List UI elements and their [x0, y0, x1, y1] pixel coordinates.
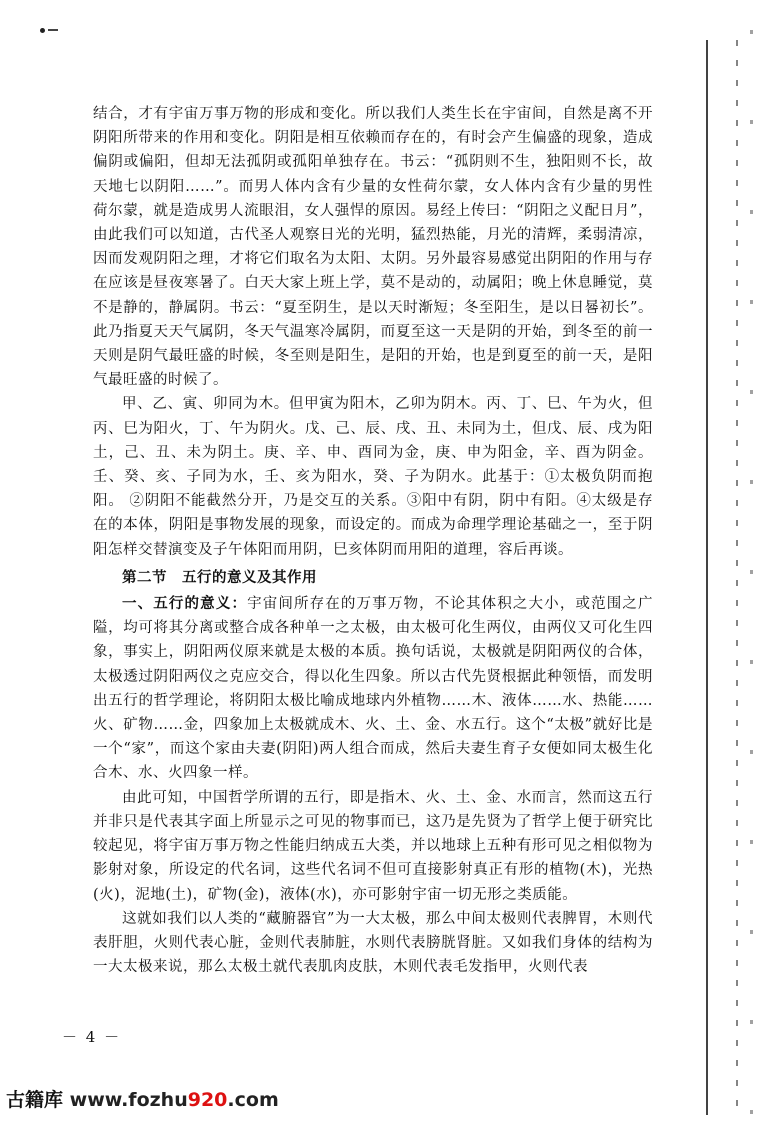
paragraph-organs-analogy: 这就如我们以人类的“藏腑器官”为一大太极，那么中间太极则代表脾胃，木则代表肝胆，火则代表心脏，金则代表肺脏，水则代表膀胱肾脏。又如我们身体的结构为一大太极来说，那么太极土就代表肌肉皮肤，木则代表毛发指甲，火则代表: [93, 910, 653, 976]
paragraph-stems-branches: 甲、乙、寅、卯同为木。但甲寅为阳木，乙卯为阴木。丙、丁、巳、午为火，但丙、巳为阳火，丁、午为阴火。戊、己、辰、戌、丑、未同为土，但戊、辰、戌为阳土，己、丑、未为阴土。庚、辛、申、酉同为金，庚、申为阳金，辛、酉为阴金。壬、癸、亥、子同为水，壬、亥为阳水，癸、子为阴水。此基于：①太极负阴而抱阳。 ②阴阳不能截然分开，乃是交互的关系。③阳中有阴，阴中有阳。④太级是存在的本体，阴阳是事物发展的现象，而设定的。而成为命理学理论基础之一，至于阴阳怎样交替演变及子午体阳而用阴，巳亥体阴而用阳的道理，容后再谈。: [93, 396, 653, 558]
watermark-site-prefix: www.fozhu: [69, 1089, 188, 1111]
paragraph-five-elements-body: 宇宙间所存在的万事万物，不论其体积之大小，或范围之广隘，均可将其分离或整合成各种单一之太极，由太极可化生两仪，由两仪又可化生四象，事实上，阴阳两仪原来就是太极的本质。换句话说，太极就是阴阳两仪的合体，太极透过阴阳两仪之克应交合，得以化生四象。所以古代先贤根据此种领悟，而发明出五行的哲学理论，将阴阳太极比喻成地球内外植物……木、液体……水、热能……火、矿物……金，四象加上太极就成木、火、土、金、水五行。这个“太极”就好比是一个“家”，而这个家由夫妻(阴阳)两人组合而成，然后夫妻生育子女便如同太极生化合木、水、火四象一样。: [93, 596, 654, 782]
scan-speck: [40, 28, 45, 33]
section-heading: 第二节 五行的意义及其作用: [122, 568, 317, 586]
watermark-site-suffix: .com: [227, 1089, 279, 1111]
scan-speck-mark: [48, 29, 58, 31]
watermark-site: [70, 1089, 279, 1111]
body-text: [93, 102, 653, 979]
paragraph-five-elements-meaning: [93, 592, 653, 786]
page-number: － 4 －: [62, 1028, 122, 1046]
watermark-site-number: 920: [187, 1089, 228, 1111]
watermark-name: 古籍库: [6, 1089, 64, 1111]
site-watermark: [0, 1080, 286, 1120]
scan-binding-edge: [706, 40, 712, 1115]
paragraph-yinyang-continued: 结合，才有宇宙万事万物的形成和变化。所以我们人类生长在宇宙间，自然是离不开阴阳所带来的作用和变化。阴阳是相互依赖而存在的，有时会产生偏盛的现象，造成偏阴或偏阳，但却无法孤阴或孤阳单独存在。书云：“孤阴则不生，独阳则不长，故天地七以阴阳……”。而男人体内含有少量的女性荷尔蒙，女人体内含有少量的男性荷尔蒙，就是造成男人流眼泪，女人强悍的原因。易经上传曰：“阴阳之义配日月”，由此我们可以知道，古代圣人观察日光的光明，猛烈热能，月光的清辉，柔弱清凉，因而发观阴阳之理，才将它们取名为太阳、太阴。另外最容易感觉出阴阳的作用与存在应该是昼夜寒暑了。白天大家上班上学，莫不是动的，动属阳；晚上休息睡觉，莫不是静的，静属阴。书云：“夏至阴生，是以天时渐短；冬至阳生，是以日晷初长”。此乃指夏天天气属阴，冬天气温寒冷属阴，而夏至这一天是阴的开始，到冬至的前一天则是阴气最旺盛的时候，冬至则是阳生，是阳的开始，也是到夏至的前一天，是阳气最旺盛的时候了。: [93, 106, 653, 389]
subheading: 一、五行的意义：: [122, 595, 248, 613]
scan-binding-ticks: [750, 0, 753, 1122]
scan-binding-dashes: [736, 40, 738, 1115]
paragraph-five-elements-philosophy: 由此可知，中国哲学所谓的五行，即是指木、火、土、金、水而言，然而这五行并非只是代表其字面上所显示之可见的物事而已，这乃是先贤为了哲学上便于研究比较起见，将宇宙万事万物之性能归纳成五大类，并以地球上五种有形可见之相似物为影射对象，所设定的代名词，这些代名词不但可直接影射真正有形的植物(木)，光热(火)，泥地(土)，矿物(金)，液体(水)，亦可影射宇宙一切无形之类质能。: [93, 789, 653, 903]
